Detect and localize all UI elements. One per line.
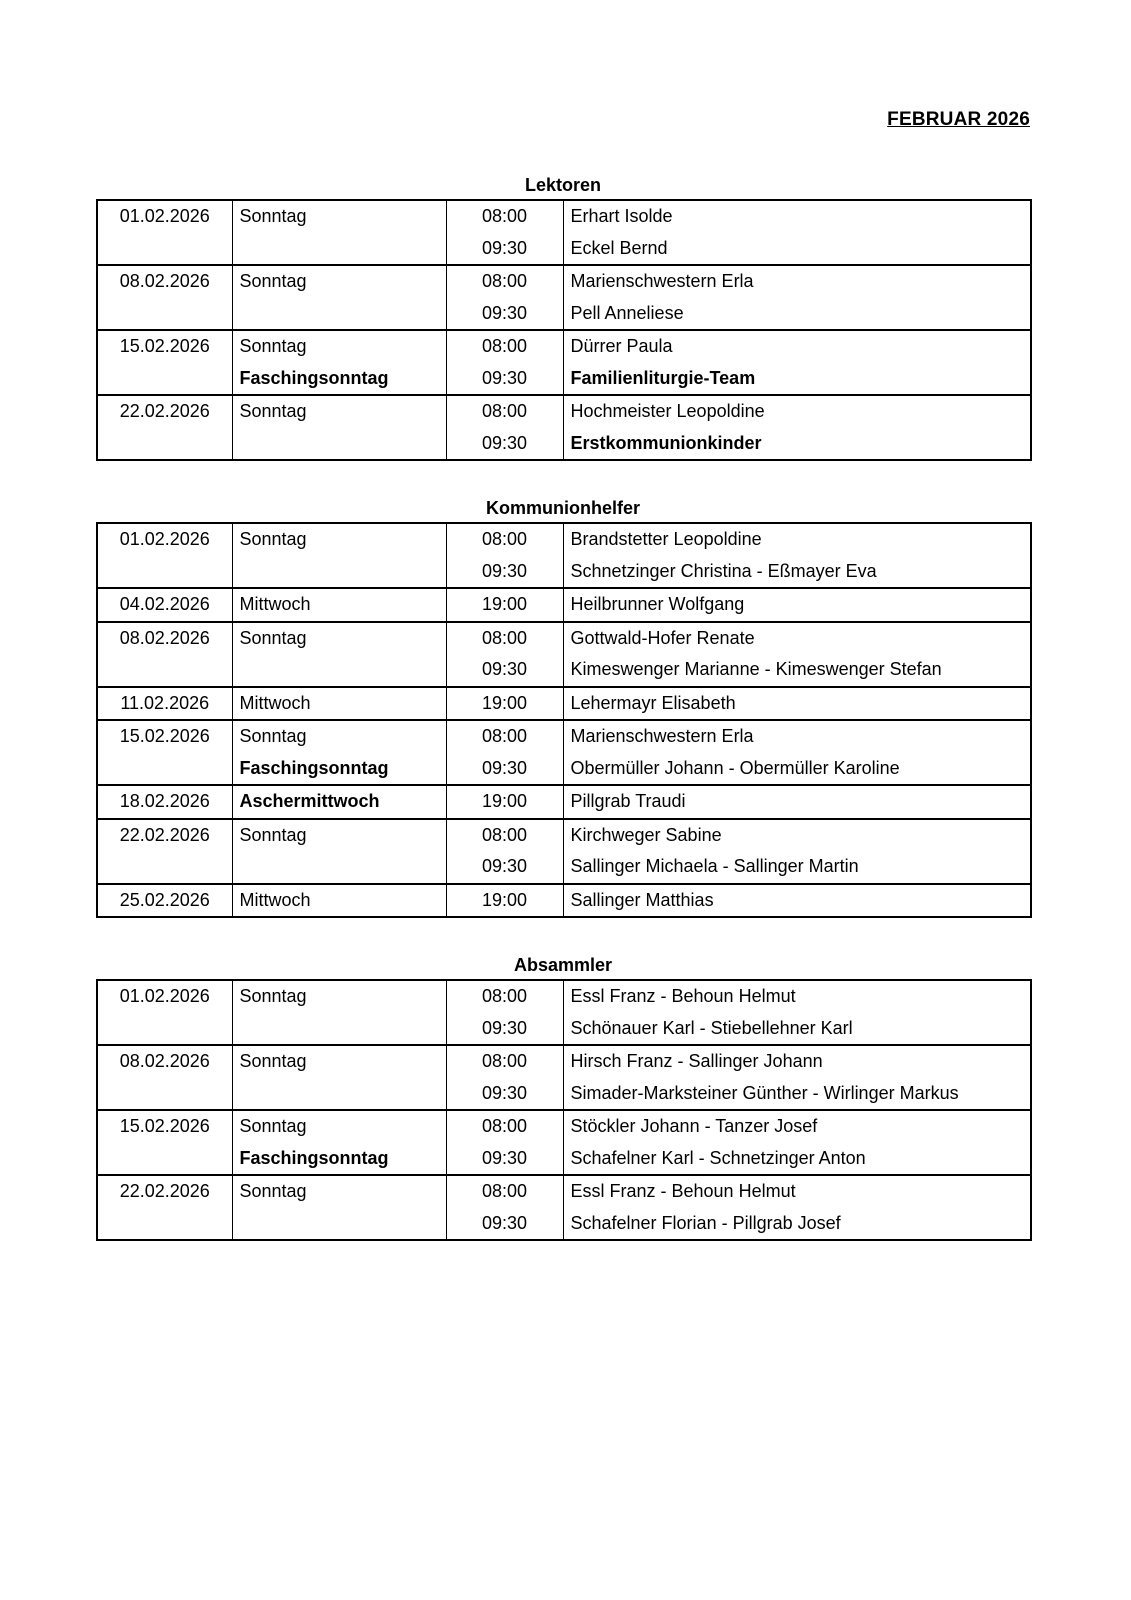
day-text: Sonntag xyxy=(239,1116,307,1137)
time-cell xyxy=(446,395,563,460)
names-cell xyxy=(563,1175,1031,1240)
assignee-text: Schafelner Karl - Schnetzinger Anton xyxy=(570,1147,866,1168)
date-text: 08.02.2026 xyxy=(119,1051,210,1072)
date-text: 08.02.2026 xyxy=(119,271,210,292)
holiday-text: Faschingsonntag xyxy=(239,757,389,778)
assignee-text: Hirsch Franz - Sallinger Johann xyxy=(570,1051,823,1072)
assignee-text: Brandstetter Leopoldine xyxy=(570,529,762,550)
time-cell xyxy=(446,523,563,588)
assignee-text: Simader-Marksteiner Günther - Wirlinger Markus xyxy=(570,1082,959,1103)
assignee-text: Kirchweger Sabine xyxy=(570,824,722,845)
date-cell xyxy=(97,1045,232,1110)
time-text: 08:00 xyxy=(481,986,528,1007)
day-cell xyxy=(232,265,446,330)
names-cell xyxy=(563,720,1031,785)
day-text: Sonntag xyxy=(239,986,307,1007)
table-row xyxy=(97,265,1031,330)
assignee-text: Lehermayr Elisabeth xyxy=(570,692,736,713)
date-cell xyxy=(97,200,232,265)
time-cell xyxy=(446,1110,563,1175)
assignee-text: Pell Anneliese xyxy=(570,302,684,323)
names-cell xyxy=(563,785,1031,819)
date-text: 15.02.2026 xyxy=(119,1116,210,1137)
date-cell xyxy=(97,330,232,395)
time-cell xyxy=(446,819,563,884)
day-cell xyxy=(232,200,446,265)
assignee-text: Schönauer Karl - Stiebellehner Karl xyxy=(570,1017,853,1038)
time-cell xyxy=(446,980,563,1045)
time-text: 09:30 xyxy=(481,1082,528,1103)
table-row xyxy=(97,395,1031,460)
schedule-section xyxy=(96,954,1030,1241)
schedule-section xyxy=(96,497,1030,918)
date-text: 22.02.2026 xyxy=(119,401,210,422)
date-text: 22.02.2026 xyxy=(119,1181,210,1202)
day-text: Sonntag xyxy=(239,1181,307,1202)
time-text: 09:30 xyxy=(481,302,528,323)
assignee-text: Sallinger Matthias xyxy=(570,889,714,910)
names-cell xyxy=(563,622,1031,687)
time-text: 09:30 xyxy=(481,1212,528,1233)
time-cell xyxy=(446,884,563,918)
time-text: 09:30 xyxy=(481,237,528,258)
day-cell xyxy=(232,395,446,460)
time-cell xyxy=(446,622,563,687)
assignee-text: Gottwald-Hofer Renate xyxy=(570,627,755,648)
assignee-text: Marienschwestern Erla xyxy=(570,271,754,292)
table-row xyxy=(97,785,1031,819)
holiday-text: Faschingsonntag xyxy=(239,1147,389,1168)
day-text: Sonntag xyxy=(239,271,307,292)
date-text: 15.02.2026 xyxy=(119,336,210,357)
time-text: 08:00 xyxy=(481,529,528,550)
assignee-text: Pillgrab Traudi xyxy=(570,791,686,812)
day-cell xyxy=(232,819,446,884)
assignee-text: Familienliturgie-Team xyxy=(570,367,756,388)
names-cell xyxy=(563,395,1031,460)
day-text: Mittwoch xyxy=(239,594,311,615)
assignee-text: Essl Franz - Behoun Helmut xyxy=(570,986,796,1007)
day-text: Mittwoch xyxy=(239,889,311,910)
day-cell xyxy=(232,785,446,819)
table-row xyxy=(97,1175,1031,1240)
assignee-text: Marienschwestern Erla xyxy=(570,726,754,747)
day-text: Sonntag xyxy=(239,401,307,422)
table-row xyxy=(97,1045,1031,1110)
names-cell xyxy=(563,687,1031,721)
table-row xyxy=(97,588,1031,622)
time-text: 09:30 xyxy=(481,659,528,680)
day-cell xyxy=(232,980,446,1045)
names-cell xyxy=(563,884,1031,918)
schedule-table xyxy=(96,199,1032,461)
date-text: 11.02.2026 xyxy=(120,692,210,713)
time-text: 19:00 xyxy=(481,791,528,812)
time-text: 08:00 xyxy=(481,336,528,357)
day-text: Sonntag xyxy=(239,824,307,845)
day-cell xyxy=(232,687,446,721)
holiday-text: Faschingsonntag xyxy=(239,367,389,388)
assignee-text: Kimeswenger Marianne - Kimeswenger Stefan xyxy=(570,659,942,680)
day-text: Sonntag xyxy=(239,726,307,747)
table-row xyxy=(97,200,1031,265)
date-cell xyxy=(97,819,232,884)
names-cell xyxy=(563,330,1031,395)
section-title: Lektoren xyxy=(524,175,602,195)
names-cell xyxy=(563,819,1031,884)
time-cell xyxy=(446,200,563,265)
time-cell xyxy=(446,720,563,785)
date-text: 01.02.2026 xyxy=(119,206,210,227)
time-cell xyxy=(446,1175,563,1240)
day-cell xyxy=(232,1110,446,1175)
section-title: Absammler xyxy=(513,955,613,975)
date-cell xyxy=(97,265,232,330)
assignee-text: Schafelner Florian - Pillgrab Josef xyxy=(570,1212,841,1233)
names-cell xyxy=(563,980,1031,1045)
time-text: 08:00 xyxy=(481,401,528,422)
time-text: 09:30 xyxy=(481,1147,528,1168)
date-cell xyxy=(97,884,232,918)
time-text: 08:00 xyxy=(481,627,528,648)
day-cell xyxy=(232,330,446,395)
day-text: Aschermittwoch xyxy=(239,791,380,812)
time-text: 08:00 xyxy=(481,1116,528,1137)
day-cell xyxy=(232,588,446,622)
date-cell xyxy=(97,720,232,785)
date-cell xyxy=(97,1110,232,1175)
assignee-text: Erstkommunionkinder xyxy=(570,432,762,453)
table-row xyxy=(97,687,1031,721)
assignee-text: Dürrer Paula xyxy=(570,336,673,357)
date-cell xyxy=(97,588,232,622)
time-text: 08:00 xyxy=(481,1051,528,1072)
day-text: Sonntag xyxy=(239,336,307,357)
time-text: 19:00 xyxy=(481,692,528,713)
assignee-text: Eckel Bernd xyxy=(570,237,668,258)
date-text: 25.02.2026 xyxy=(119,889,210,910)
table-row xyxy=(97,980,1031,1045)
assignee-text: Heilbrunner Wolfgang xyxy=(570,594,745,615)
assignee-text: Erhart Isolde xyxy=(570,206,673,227)
time-cell xyxy=(446,687,563,721)
page-title: FEBRUAR 2026 xyxy=(887,109,1030,130)
date-cell xyxy=(97,1175,232,1240)
assignee-text: Hochmeister Leopoldine xyxy=(570,401,765,422)
date-cell xyxy=(97,622,232,687)
schedule-section xyxy=(96,174,1030,461)
names-cell xyxy=(563,588,1031,622)
time-cell xyxy=(446,265,563,330)
names-cell xyxy=(563,265,1031,330)
time-text: 09:30 xyxy=(481,367,528,388)
assignee-text: Obermüller Johann - Obermüller Karoline xyxy=(570,757,900,778)
day-cell xyxy=(232,884,446,918)
time-cell xyxy=(446,1045,563,1110)
assignee-text: Schnetzinger Christina - Eßmayer Eva xyxy=(570,560,877,581)
day-text: Mittwoch xyxy=(239,692,311,713)
date-text: 18.02.2026 xyxy=(119,791,210,812)
document-content xyxy=(96,0,1030,1241)
section-title: Kommunionhelfer xyxy=(485,498,640,518)
names-cell xyxy=(563,200,1031,265)
names-cell xyxy=(563,1110,1031,1175)
table-row xyxy=(97,523,1031,588)
time-text: 09:30 xyxy=(481,432,528,453)
date-text: 01.02.2026 xyxy=(119,986,210,1007)
schedule-table xyxy=(96,979,1032,1241)
day-text: Sonntag xyxy=(239,627,307,648)
date-cell xyxy=(97,980,232,1045)
date-text: 22.02.2026 xyxy=(119,824,210,845)
table-row xyxy=(97,1110,1031,1175)
time-text: 08:00 xyxy=(481,1181,528,1202)
date-cell xyxy=(97,687,232,721)
day-text: Sonntag xyxy=(239,529,307,550)
names-cell xyxy=(563,1045,1031,1110)
day-cell xyxy=(232,720,446,785)
time-cell xyxy=(446,785,563,819)
time-text: 19:00 xyxy=(481,889,528,910)
time-text: 19:00 xyxy=(481,594,528,615)
names-cell xyxy=(563,523,1031,588)
assignee-text: Sallinger Michaela - Sallinger Martin xyxy=(570,856,859,877)
time-cell xyxy=(446,588,563,622)
date-text: 04.02.2026 xyxy=(119,594,210,615)
day-text: Sonntag xyxy=(239,206,307,227)
table-row xyxy=(97,330,1031,395)
date-cell xyxy=(97,523,232,588)
time-text: 09:30 xyxy=(481,856,528,877)
table-row xyxy=(97,884,1031,918)
time-text: 08:00 xyxy=(481,206,528,227)
time-text: 09:30 xyxy=(481,560,528,581)
day-text: Sonntag xyxy=(239,1051,307,1072)
assignee-text: Stöckler Johann - Tanzer Josef xyxy=(570,1116,818,1137)
date-text: 08.02.2026 xyxy=(119,627,210,648)
day-cell xyxy=(232,1175,446,1240)
assignee-text: Essl Franz - Behoun Helmut xyxy=(570,1181,796,1202)
date-text: 15.02.2026 xyxy=(119,726,210,747)
schedule-table xyxy=(96,522,1032,918)
date-cell xyxy=(97,785,232,819)
day-cell xyxy=(232,1045,446,1110)
time-text: 09:30 xyxy=(481,1017,528,1038)
time-cell xyxy=(446,330,563,395)
time-text: 08:00 xyxy=(481,726,528,747)
time-text: 08:00 xyxy=(481,271,528,292)
date-cell xyxy=(97,395,232,460)
date-text: 01.02.2026 xyxy=(119,529,210,550)
time-text: 08:00 xyxy=(481,824,528,845)
sections-container xyxy=(96,174,1030,1241)
time-text: 09:30 xyxy=(481,757,528,778)
table-row xyxy=(97,622,1031,687)
day-cell xyxy=(232,523,446,588)
table-row xyxy=(97,720,1031,785)
table-row xyxy=(97,819,1031,884)
day-cell xyxy=(232,622,446,687)
